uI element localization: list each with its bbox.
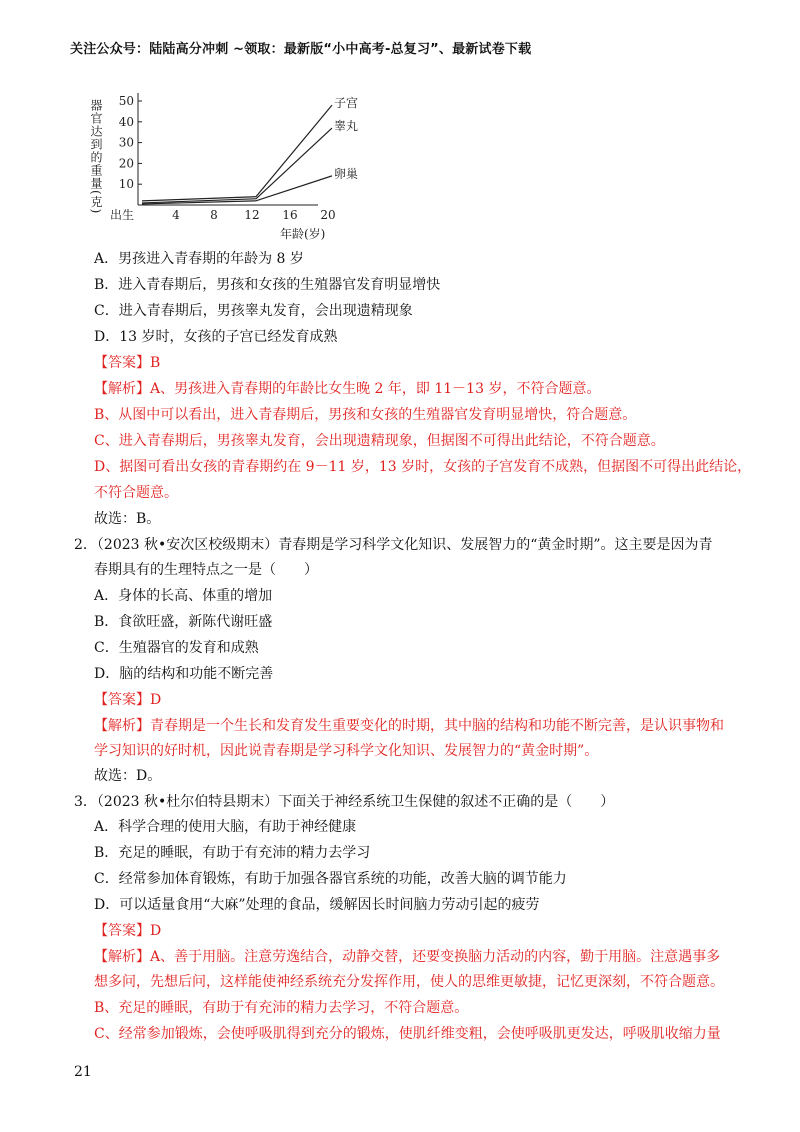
q3-option-c: C．经常参加体育锻炼，有助于加强各器官系统的功能，改善大脑的调节能力 <box>94 871 567 887</box>
q1-option-c: C．进入青春期后，男孩睾丸发育，会出现遗精现象 <box>94 303 413 319</box>
q2-option-a: A．身体的长高、体重的增加 <box>94 588 273 604</box>
y-tick-label: 10 <box>118 177 134 192</box>
q3-option-b: B．充足的睡眠，有助于有充沛的精力去学习 <box>94 845 371 861</box>
q2-option-d: D．脑的结构和功能不断完善 <box>94 666 274 682</box>
x-tick-label: 12 <box>244 208 260 222</box>
y-tick-label: 50 <box>118 94 134 108</box>
y-tick-label: 20 <box>118 156 134 171</box>
q3-analysis-line: B、充足的睡眠，有助于有充沛的精力去学习，不符合题意。 <box>94 1000 469 1016</box>
x-tick-label: 20 <box>320 208 336 222</box>
q1-analysis-line: 【解析】A、男孩进入青春期的年龄比女生晚 2 年，即 11－13 岁，不符合题意。 <box>94 381 601 397</box>
page-header: 关注公众号：陆陆高分冲刺 ~领取：最新版“小中高考-总复习”、最新试卷下载 <box>70 42 532 57</box>
q1-analysis-line: 不符合题意。 <box>94 485 178 501</box>
q1-conclusion: 故选：B。 <box>94 511 161 527</box>
q3-analysis-line: C、经常参加锻炼，会使呼吸肌得到充分的锻炼，使肌纤维变粗，会使呼吸肌更发达，呼吸肌收缩力量 <box>94 1026 721 1042</box>
x-tick-label: 16 <box>282 208 298 222</box>
q3-analysis-line: 想多问，先想后问，这样能使神经系统充分发挥作用，使人的思维更敏捷，记忆更深刻，不符合题意。 <box>94 974 724 990</box>
x-axis-label: 年龄(岁) <box>280 227 326 241</box>
q2-stem: 2．（2023 秋•安次区校级期末）青春期是学习科学文化知识、发展智力的“黄金时期”。这主要是因为青 <box>74 537 713 553</box>
q3-option-a: A．科学合理的使用大脑，有助于神经健康 <box>94 819 357 835</box>
q2-option-b: B．食欲旺盛，新陈代谢旺盛 <box>94 614 273 630</box>
q1-analysis-line: D、据图可看出女孩的青春期约在 9－11 岁，13 岁时，女孩的子宫发育不成熟，但据图不可得出此结论， <box>94 459 752 475</box>
series-label: 子宫 <box>334 96 359 111</box>
series-label: 睾丸 <box>334 119 359 134</box>
series-label: 卵巢 <box>334 166 359 181</box>
x-tick-label: 4 <box>172 208 180 222</box>
q2-analysis-line: 【解析】青春期是一个生长和发育发生重要变化的时期，其中脑的结构和功能不断完善，是认识事物和 <box>94 718 724 734</box>
q2-answer: 【答案】D <box>94 692 162 708</box>
q1-option-a: A．男孩进入青春期的年龄为 8 岁 <box>94 251 304 267</box>
y-tick-label: 40 <box>118 114 134 129</box>
q2-stem: 春期具有的生理特点之一是（ ） <box>94 562 318 578</box>
x-tick-label: 出生 <box>109 208 135 222</box>
page-number: 21 <box>74 1064 92 1080</box>
series-line <box>142 105 332 201</box>
q1-analysis-line: C、进入青春期后，男孩睾丸发育，会出现遗精现象，但据图不可得出此结论，不符合题意。 <box>94 433 665 449</box>
q3-answer: 【答案】D <box>94 923 162 939</box>
q1-answer: 【答案】B <box>94 355 161 371</box>
q2-option-c: C．生殖器官的发育和成熟 <box>94 640 259 656</box>
organ-weight-chart <box>80 85 359 245</box>
q2-conclusion: 故选：D。 <box>94 768 162 784</box>
y-axis-label: 器官达到的重量(克) <box>89 99 103 215</box>
q2-analysis-line: 学习知识的好时机，因此说青春期是学习科学文化知识、发展智力的“黄金时期”。 <box>94 743 599 759</box>
q1-analysis-line: B、从图中可以看出，进入青春期后，男孩和女孩的生殖器官发育明显增快，符合题意。 <box>94 407 637 423</box>
q3-stem: 3．（2023 秋•杜尔伯特县期末）下面关于神经系统卫生保健的叙述不正确的是（ ） <box>74 794 615 810</box>
q3-option-d: D．可以适量食用“大麻”处理的食品，缓解因长时间脑力劳动引起的疲劳 <box>94 897 540 913</box>
q3-analysis-line: 【解析】A、善于用脑。注意劳逸结合，动静交替，还要变换脑力活动的内容，勤于用脑。注意遇事多 <box>94 949 721 965</box>
q1-option-d: D．13 岁时，女孩的子宫已经发育成熟 <box>94 329 338 345</box>
y-tick-label: 30 <box>118 135 134 150</box>
x-tick-label: 8 <box>210 208 218 222</box>
q1-option-b: B．进入青春期后，男孩和女孩的生殖器官发育明显增快 <box>94 277 441 293</box>
